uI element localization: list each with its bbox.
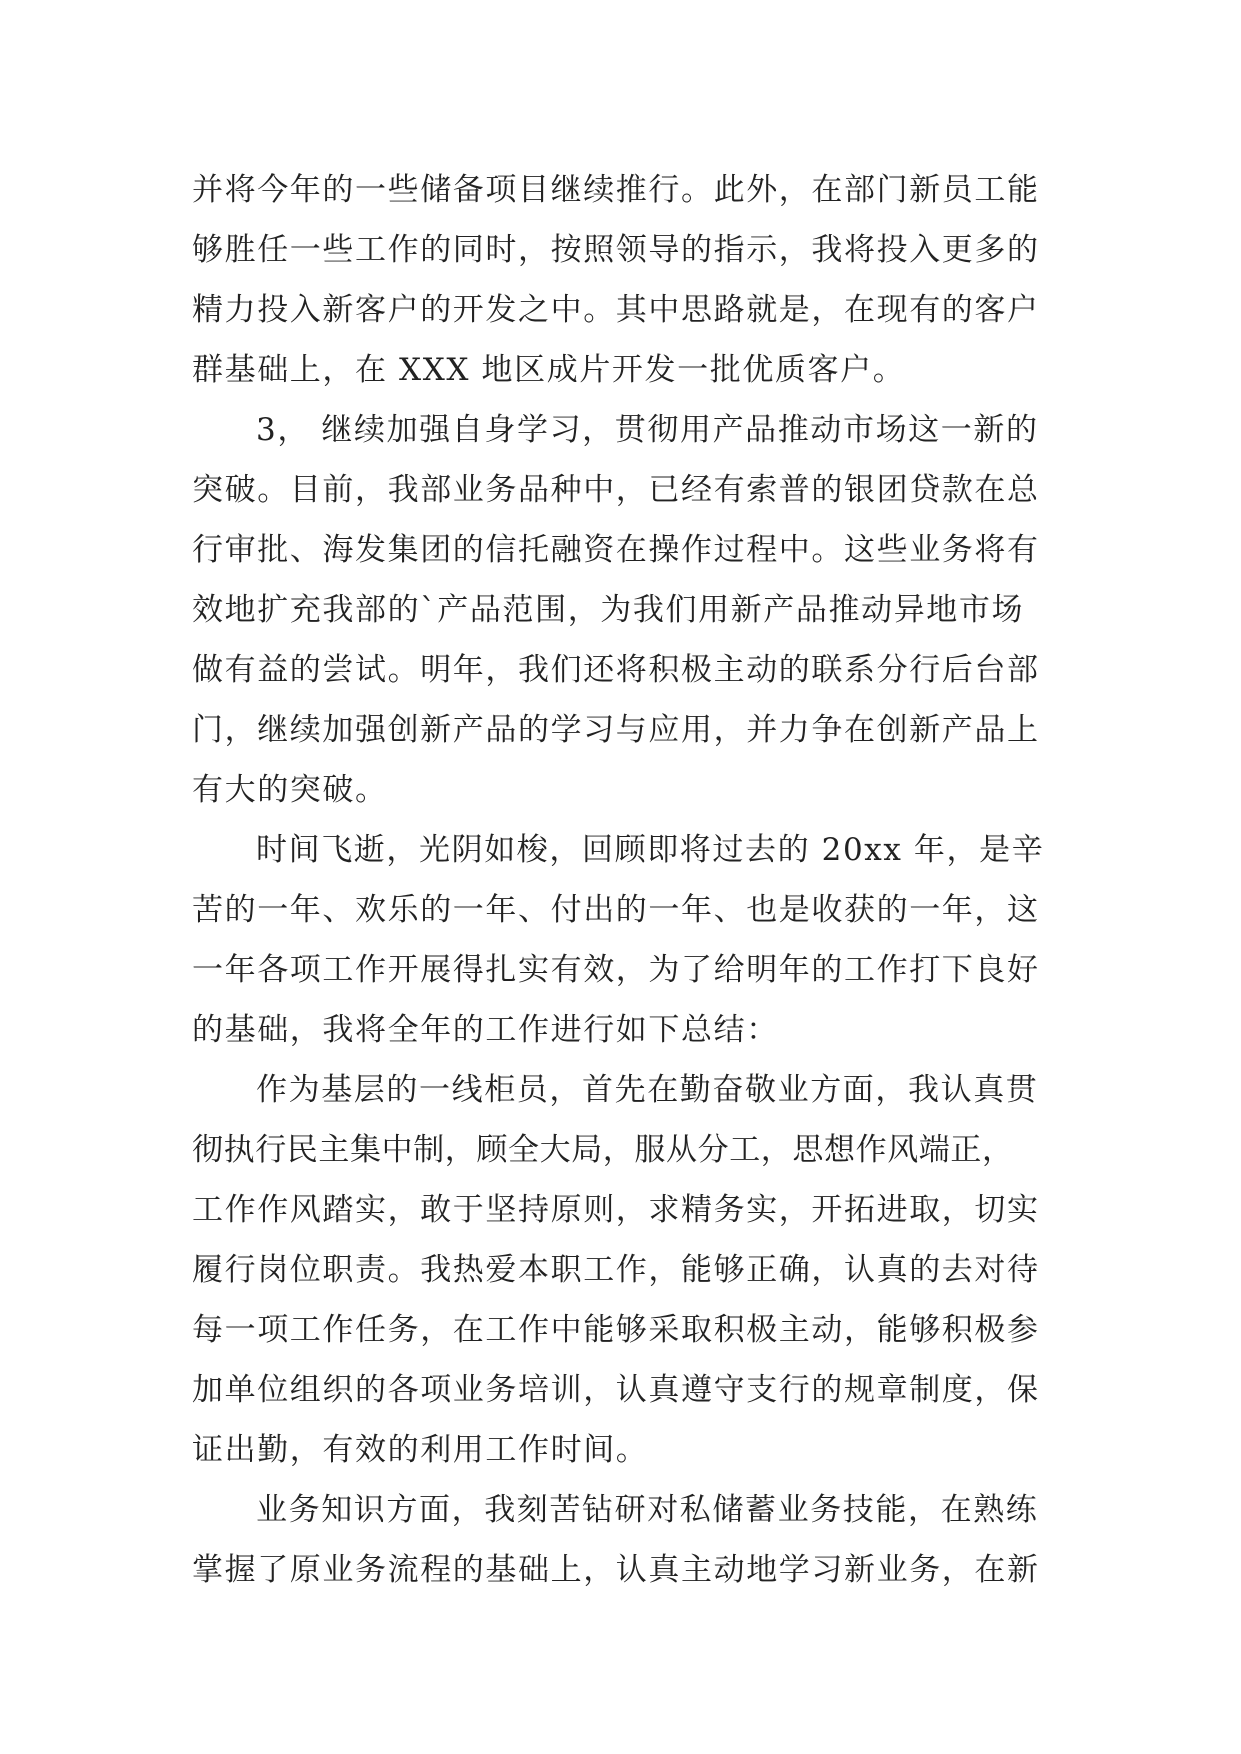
text-line: 每一项工作任务，在工作中能够采取积极主动，能够积极参 (192, 1312, 1040, 1348)
text-line: 并将今年的一些储备项目继续推行。此外，在部门新员工能 (192, 172, 1040, 208)
text-line: 一年各项工作开展得扎实有效，为了给明年的工作打下良好 (192, 952, 1040, 988)
text-line: 证出勤，有效的利用工作时间。 (192, 1432, 649, 1468)
text-line: 工作作风踏实，敢于坚持原则，求精务实，开拓进取，切实 (192, 1192, 1040, 1228)
text-line: 效地扩充我部的`产品范围，为我们用新产品推动异地市场 (192, 592, 1025, 628)
text-line: 业务知识方面，我刻苦钻研对私储蓄业务技能，在熟练 (256, 1492, 1039, 1528)
body-text (192, 160, 1052, 1600)
text-line: 群基础上，在 XXX 地区成片开发一批优质客户。 (192, 352, 906, 388)
text-line: 作为基层的一线柜员，首先在勤奋敬业方面，我认真贯 (256, 1072, 1039, 1108)
text-line: 3， 继续加强自身学习，贯彻用产品推动市场这一新的 (256, 412, 1039, 448)
text-line: 彻执行民主集中制，顾全大局，服从分工，思想作风端正， (192, 1132, 1014, 1168)
text-line: 掌握了原业务流程的基础上，认真主动地学习新业务，在新 (192, 1552, 1040, 1588)
text-line: 够胜任一些工作的同时，按照领导的指示，我将投入更多的 (192, 232, 1040, 268)
text-line: 的基础，我将全年的工作进行如下总结： (192, 1012, 779, 1048)
text-line: 加单位组织的各项业务培训，认真遵守支行的规章制度，保 (192, 1372, 1040, 1408)
text-line: 有大的突破。 (192, 772, 388, 808)
text-line: 行审批、海发集团的信托融资在操作过程中。这些业务将有 (192, 532, 1040, 568)
text-line: 做有益的尝试。明年，我们还将积极主动的联系分行后台部 (192, 652, 1040, 688)
text-line: 时间飞逝，光阴如梭，回顾即将过去的 20xx 年，是辛 (256, 832, 1045, 868)
text-line: 履行岗位职责。我热爱本职工作，能够正确，认真的去对待 (192, 1252, 1040, 1288)
text-line: 苦的一年、欢乐的一年、付出的一年、也是收获的一年，这 (192, 892, 1040, 928)
text-line: 精力投入新客户的开发之中。其中思路就是，在现有的客户 (192, 292, 1040, 328)
text-line: 突破。目前，我部业务品种中，已经有索普的银团贷款在总 (192, 472, 1040, 508)
text-line: 门，继续加强创新产品的学习与应用，并力争在创新产品上 (192, 712, 1040, 748)
